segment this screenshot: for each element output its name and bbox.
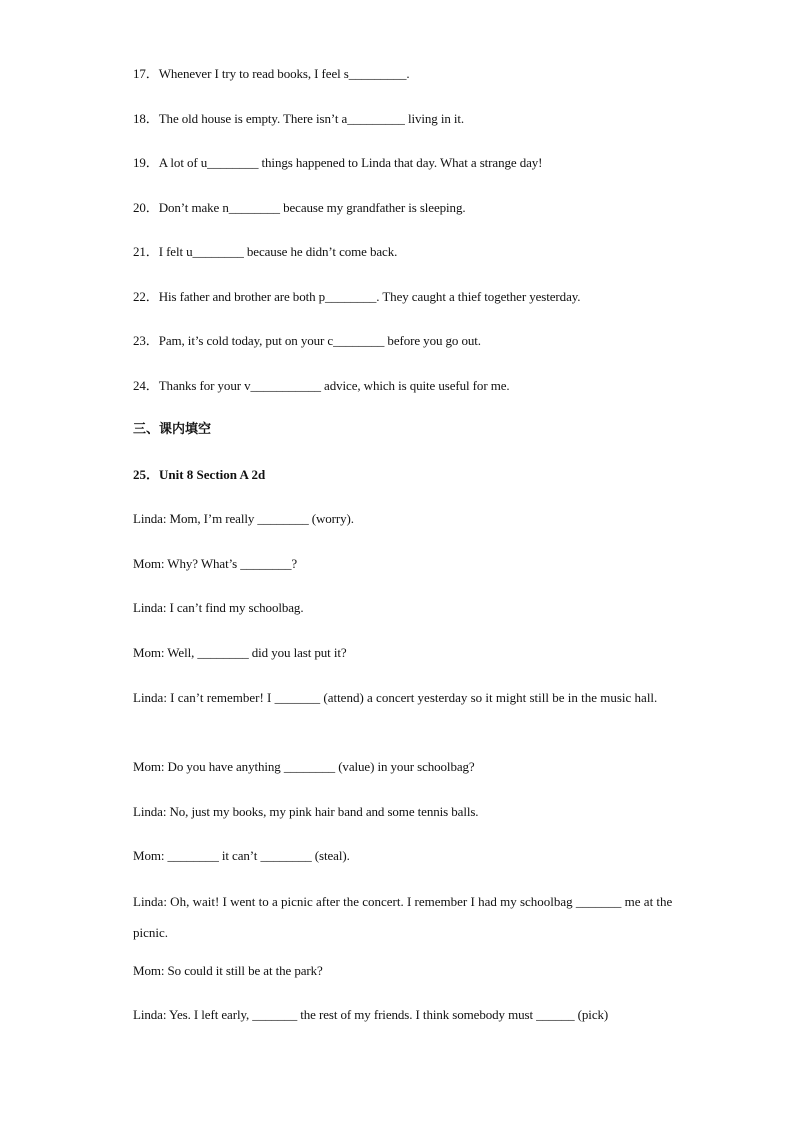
question-18: 18．The old house is empty. There isn’t a_________ living in it. [133, 110, 465, 126]
section-title: 三、课内填空 [133, 422, 212, 437]
unit-title: 25．Unit 8 Section A 2d [133, 466, 266, 482]
dialogue-line-10: Mom: So could it still be at the park? [133, 962, 323, 978]
question-20: 20．Don’t make n________ because my grandfather is sleeping. [133, 199, 466, 215]
question-22: 22．His father and brother are both p________. They caught a thief together yesterday. [133, 288, 581, 304]
dialogue-line-11: Linda: Yes. I left early, _______ the rest of my friends. I think somebody must ______ (pick) [133, 1007, 609, 1022]
dialogue-line-7: Linda: No, just my books, my pink hair band and some tennis balls. [133, 803, 479, 819]
dialogue-line-1: Linda: Mom, I’m really ________ (worry). [133, 511, 354, 526]
question-17: 17．Whenever I try to read books, I feel s_________. [133, 66, 410, 81]
question-21: 21．I felt u________ because he didn’t come back. [133, 244, 398, 259]
dialogue-line-8: Mom: ________ it can’t ________ (steal). [133, 848, 350, 863]
question-23: 23．Pam, it’s cold today, put on your c________ before you go out. [133, 333, 481, 348]
dialogue-line-4: Mom: Well, ________ did you last put it? [133, 644, 347, 660]
dialogue-line-9: Linda: Oh, wait! I went to a picnic after the concert. I remember I had my schoolbag _______ me at the picnic. [133, 893, 673, 940]
dialogue-line-6: Mom: Do you have anything ________ (value) in your schoolbag? [133, 759, 475, 774]
dialogue-line-5: Linda: I can’t remember! I _______ (attend) a concert yesterday so it might still be in the music hall. [133, 690, 658, 705]
question-24: 24．Thanks for your v___________ advice, which is quite useful for me. [133, 377, 510, 393]
worksheet-page [133, 64, 693, 1050]
dialogue-line-3: Linda: I can’t find my schoolbag. [133, 600, 304, 615]
question-19: 19．A lot of u________ things happened to Linda that day. What a strange day! [133, 155, 543, 170]
dialogue-line-2: Mom: Why? What’s ________? [133, 555, 298, 571]
